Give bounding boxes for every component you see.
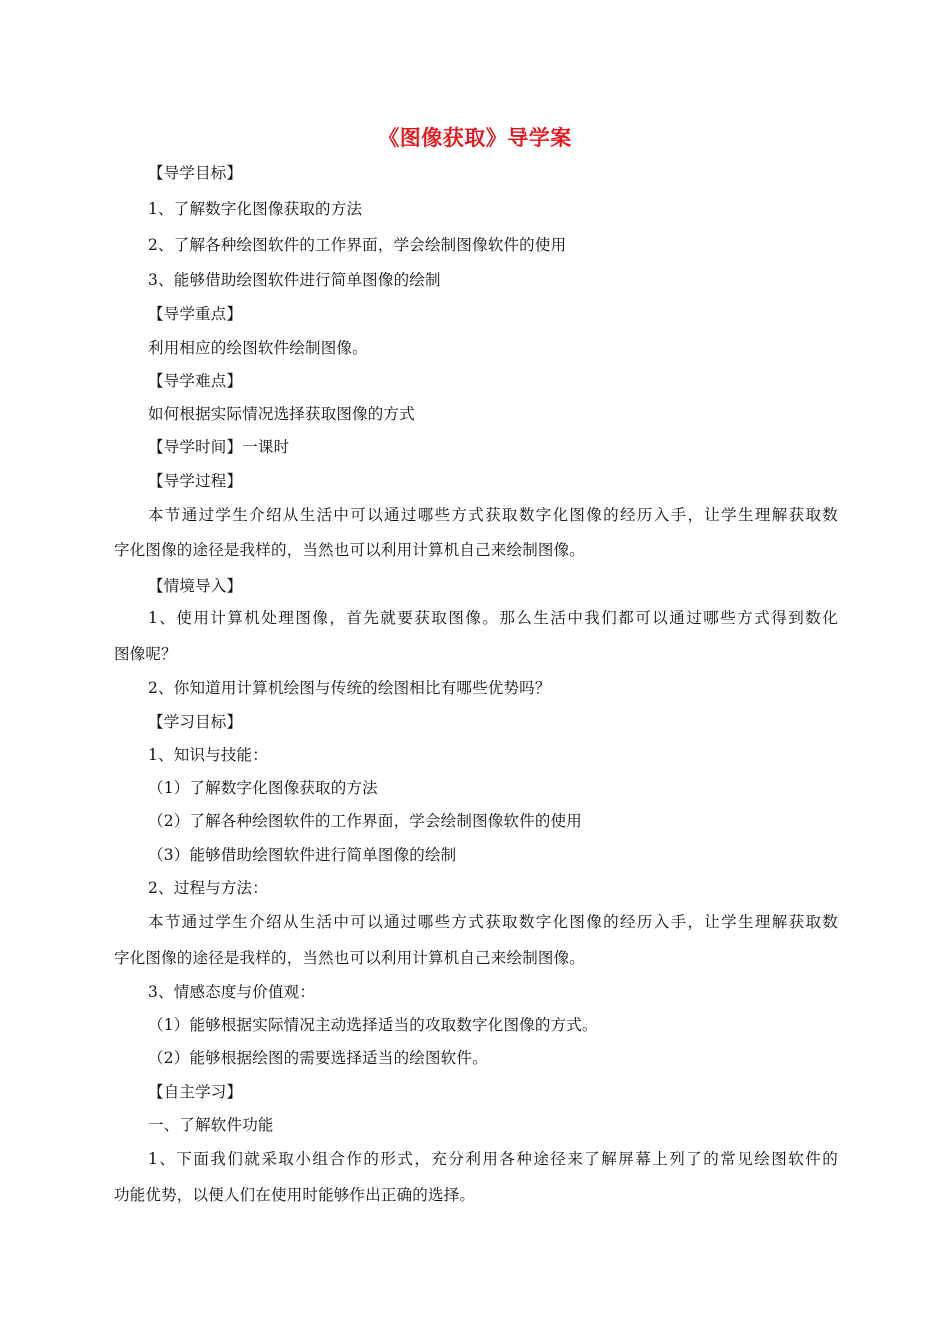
paragraph-line: 1、下面我们就采取小组合作的形式，充分利用各种途径来了解屏幕上列了的常见绘图软件的 — [148, 1150, 838, 1168]
subheading: 3、情感态度与价值观： — [148, 983, 316, 1001]
paragraph-line: 字化图像的途径是我样的，当然也可以利用计算机自己来绘制图像。 — [114, 949, 586, 967]
list-item: （2）了解各种绘图软件的工作界面，学会绘制图像软件的使用 — [148, 812, 582, 830]
section-heading-difficulty: 【导学难点】 — [148, 372, 243, 390]
section-heading-self-study: 【自主学习】 — [148, 1083, 243, 1101]
section-heading-time: 【导学时间】一课时 — [148, 438, 290, 456]
section-heading-goals: 【导学目标】 — [148, 164, 243, 182]
doc-title: 《图像获取》导学案 — [378, 126, 572, 150]
paragraph-line: 本节通过学生介绍从生活中可以通过哪些方式获取数字化图像的经历入手，让学生理解获取数 — [148, 913, 838, 931]
section-heading-learning-goals: 【学习目标】 — [148, 713, 243, 731]
paragraph: 利用相应的绘图软件绘制图像。 — [148, 339, 368, 357]
goal-item: 2、了解各种绘图软件的工作界面，学会绘制图像软件的使用 — [148, 236, 567, 254]
paragraph-line: 字化图像的途径是我样的，当然也可以利用计算机自己来绘制图像。 — [114, 541, 586, 559]
subheading: 一、了解软件功能 — [148, 1116, 274, 1134]
paragraph-line: 图像呢？ — [114, 645, 177, 663]
section-heading-process: 【导学过程】 — [148, 472, 243, 490]
section-heading-focus: 【导学重点】 — [148, 305, 243, 323]
paragraph-line: 本节通过学生介绍从生活中可以通过哪些方式获取数字化图像的经历入手，让学生理解获取数 — [148, 506, 838, 524]
goal-item: 1、了解数字化图像获取的方法 — [148, 200, 363, 218]
paragraph-line: 功能优势，以便人们在使用时能够作出正确的选择。 — [114, 1186, 476, 1204]
list-item: （2）能够根据绘图的需要选择适当的绘图软件。 — [148, 1049, 488, 1067]
paragraph-line: 1、使用计算机处理图像，首先就要获取图像。那么生活中我们都可以通过哪些方式得到数化 — [148, 609, 838, 627]
subheading: 2、过程与方法： — [148, 879, 268, 897]
paragraph: 如何根据实际情况选择获取图像的方式 — [148, 405, 415, 423]
list-item: （1）能够根据实际情况主动选择适当的攻取数字化图像的方式。 — [148, 1016, 598, 1034]
goal-item: 3、能够借助绘图软件进行简单图像的绘制 — [148, 271, 441, 289]
subheading: 1、知识与技能： — [148, 746, 268, 764]
list-item: （1）了解数字化图像获取的方法 — [148, 779, 378, 797]
paragraph: 2、你知道用计算机绘图与传统的绘图相比有哪些优势吗？ — [148, 679, 551, 697]
section-heading-intro: 【情境导入】 — [148, 577, 243, 595]
list-item: （3）能够借助绘图软件进行简单图像的绘制 — [148, 846, 457, 864]
